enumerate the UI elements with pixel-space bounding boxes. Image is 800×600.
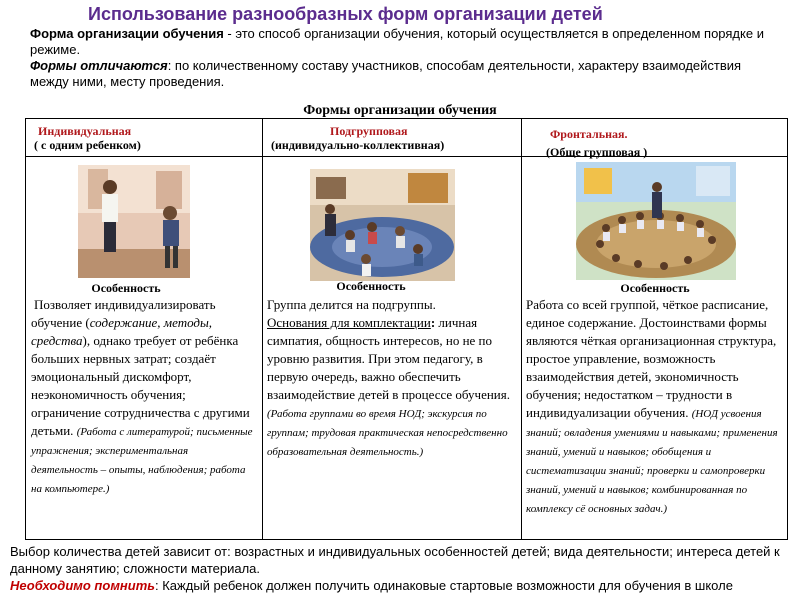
feature-label-frontal: Особенность	[620, 281, 690, 295]
differences-paragraph	[30, 58, 770, 90]
differences-label: Формы отличаются	[30, 58, 168, 73]
photo-subgroup	[310, 169, 455, 281]
photo-subgroup-image	[310, 169, 455, 281]
header-individual-name: Индивидуальная	[38, 124, 132, 138]
definition-term: Форма организации обучения	[30, 26, 224, 41]
text-individual	[31, 296, 256, 498]
text-individual-rest: ), однако требует от ребёнка больших нервных затрат; создаёт эмоциональный дискомфорт, неэкономичность обучения; ограничение сотрудничества с другими детьми.	[31, 333, 250, 438]
feature-label-individual: Особенность	[91, 281, 161, 295]
remember-line	[10, 577, 795, 594]
photo-individual	[78, 165, 190, 278]
text-subgroup-underline: Основания для комплектации	[267, 315, 431, 330]
remember-label: Необходимо помнить	[10, 578, 156, 593]
header-individual-sub: ( с одним ребенком)	[34, 138, 141, 152]
column-divider	[262, 119, 263, 539]
header-frontal	[546, 127, 776, 159]
text-frontal-main: Работа со всей группой, чёткое расписание, единое содержание. Достоинствами формы являются чёткая организационная структура, простое управление, возможность взаимодействия детей, экономичность обучения; недостатком – трудности в индивидуализации обучения.	[526, 297, 777, 420]
column-divider	[521, 119, 522, 539]
selection-note: Выбор количества детей зависит от: возрастных и индивидуальных особенностей детей; вида деятельности; интереса детей к данному занятию; сложности материала.	[10, 544, 780, 576]
definition-text: - это способ организации обучения, который осуществляется в определенном порядке и режиме.	[30, 26, 764, 57]
header-subgroup-name: Подгрупповая	[330, 124, 408, 138]
photo-frontal-image	[576, 162, 736, 280]
text-individual-italic: содержание, методы, средства	[31, 315, 213, 348]
forms-table	[25, 118, 788, 540]
intro-block	[30, 26, 770, 90]
text-individual-note: (Работа с литературой; письменные упражнения; экспериментальная деятельность – опыты, наблюдения; работа на компьютере.)	[31, 426, 253, 495]
table-caption: Формы организации обучения	[303, 103, 497, 118]
page-title: Использование разнообразных форм организации детей	[88, 4, 603, 24]
header-frontal-name: Фронтальная.	[550, 127, 628, 141]
header-subgroup	[267, 124, 517, 152]
text-frontal-note: (НОД усвоения знаний; овладения умениями и навыками; применения знаний, умений и навыков; обобщения и систематизации знаний; проверки и самопроверки знаний, умений и навыков; комбинированная по комплексу сё основных задач.)	[526, 408, 778, 515]
text-subgroup-colon: :	[430, 315, 436, 330]
differences-text: : по количественному составу участников, способам деятельности, характеру взаимодействия между ними, месту проведения.	[30, 58, 742, 89]
text-frontal	[526, 296, 778, 518]
text-subgroup	[267, 296, 512, 461]
header-frontal-sub: (Обще групповая )	[546, 145, 648, 159]
text-subgroup-rest: личная симпатия, общность интересов, но не по уровню развития. При этом педагогу, в первую очередь, важно обеспечить взаимодействие детей в процессе обучения.	[267, 315, 510, 402]
photo-frontal	[576, 162, 736, 280]
feature-label-subgroup: Особенность	[336, 279, 406, 293]
remember-text: : Каждый ребенок должен получить одинаковые стартовые возможности для обучения в школе	[155, 578, 733, 593]
photo-individual-image	[78, 165, 190, 278]
definition-paragraph	[30, 26, 770, 58]
header-subgroup-sub: (индивидуально-коллективная)	[271, 138, 445, 152]
text-individual-main: Позволяет индивидуализировать обучение (	[31, 297, 216, 330]
text-subgroup-first: Группа делится на подгруппы.	[267, 297, 436, 312]
bottom-block	[10, 543, 795, 594]
header-individual	[34, 124, 254, 152]
text-subgroup-note: (Работа группами во время НОД; экскурсия по группам; трудовая практическая непосредственно образовательная деятельность.)	[267, 408, 508, 458]
